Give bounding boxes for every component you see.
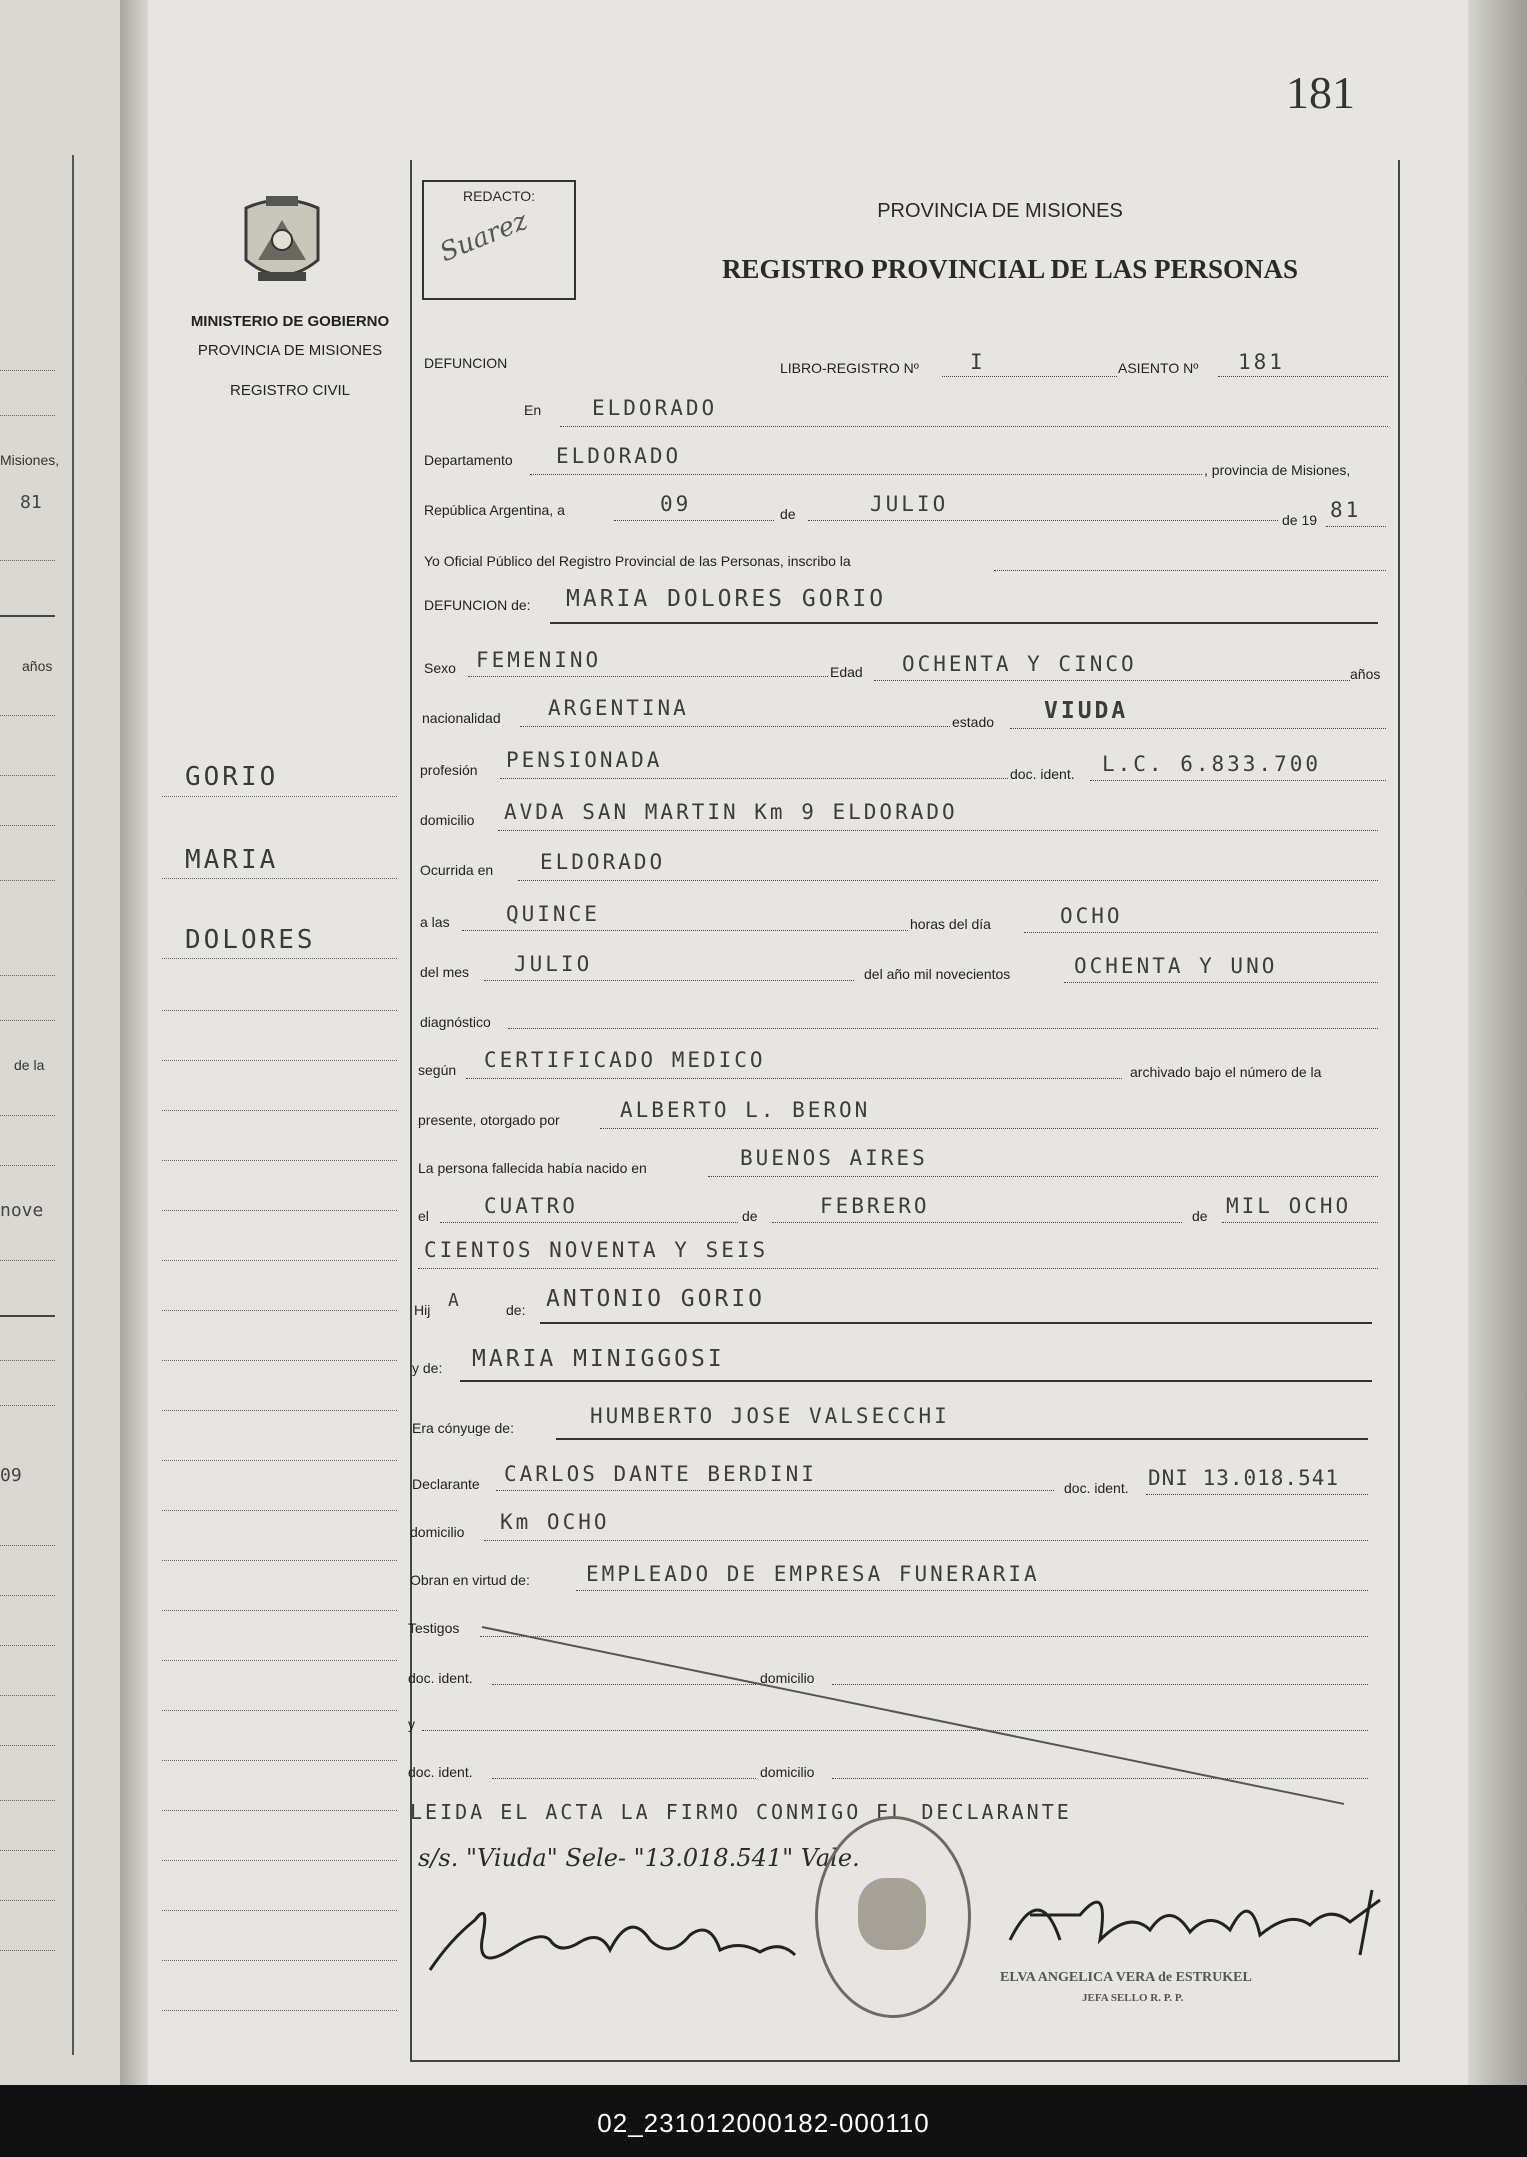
left-fragment: Misiones, bbox=[0, 452, 60, 468]
anos-label: años bbox=[1350, 666, 1381, 682]
margin-line bbox=[162, 796, 397, 797]
page-number: 181 bbox=[1286, 67, 1355, 118]
left-line bbox=[0, 775, 55, 776]
y-de-label: y de: bbox=[412, 1360, 443, 1376]
nacido-value: BUENOS AIRES bbox=[740, 1146, 928, 1170]
departamento-value: ELDORADO bbox=[556, 444, 682, 468]
left-line bbox=[0, 1165, 55, 1166]
de-19-label: de 19 bbox=[1282, 512, 1318, 528]
profesion-label: profesión bbox=[420, 762, 478, 778]
margin-line bbox=[162, 1460, 397, 1461]
presente-label: presente, otorgado por bbox=[418, 1112, 560, 1128]
registry-title: REGISTRO PROVINCIAL DE LAS PERSONAS bbox=[721, 254, 1299, 284]
margin-line bbox=[162, 1210, 397, 1211]
del-ano-label: del año mil novecientos bbox=[864, 966, 1011, 982]
testigos-line bbox=[480, 1636, 1368, 1637]
hij-suffix: A bbox=[448, 1290, 462, 1311]
nacido-label: La persona fallecida había nacido en bbox=[418, 1160, 647, 1176]
padre-line bbox=[540, 1322, 1372, 1324]
left-line bbox=[0, 1645, 55, 1646]
margin-line bbox=[162, 1010, 397, 1011]
horas-label: horas del día bbox=[910, 916, 991, 932]
doc-ident-1: doc. ident. bbox=[408, 1670, 473, 1686]
doc-ident-1-line bbox=[492, 1684, 756, 1685]
libro-label: LIBRO-REGISTRO Nº bbox=[780, 360, 919, 376]
page-edge bbox=[1468, 0, 1527, 2085]
asiento-value: 181 bbox=[1238, 350, 1285, 374]
diagnostico-label: diagnóstico bbox=[420, 1014, 491, 1030]
left-line bbox=[0, 615, 55, 617]
left-line bbox=[0, 880, 55, 881]
declarante-value: CARLOS DANTE BERDINI bbox=[504, 1462, 817, 1486]
margin-line bbox=[162, 1310, 397, 1311]
ano-value: OCHENTA Y UNO bbox=[1074, 954, 1278, 978]
madre-value: MARIA MINIGGOSI bbox=[472, 1346, 725, 1372]
declarante-line bbox=[496, 1490, 1054, 1491]
margin-line bbox=[162, 1510, 397, 1511]
nac-ano-line-2 bbox=[418, 1268, 1378, 1269]
a-las-line bbox=[462, 930, 908, 931]
conyuge-label: Era cónyuge de: bbox=[412, 1420, 514, 1436]
a-las-label: a las bbox=[420, 914, 450, 930]
left-page bbox=[0, 0, 122, 2085]
en-label: En bbox=[524, 402, 542, 418]
republica-label: República Argentina, a bbox=[424, 502, 565, 518]
margin-name-1: MARIA bbox=[185, 845, 279, 875]
margin-line bbox=[162, 1360, 397, 1361]
left-page-rule bbox=[72, 155, 74, 2055]
doc-value: L.C. 6.833.700 bbox=[1102, 752, 1322, 776]
left-line bbox=[0, 370, 55, 371]
estado-value: VIUDA bbox=[1044, 698, 1129, 724]
libro-line bbox=[942, 376, 1117, 377]
ocurrida-line bbox=[518, 880, 1378, 881]
declarante-doc-value: DNI 13.018.541 bbox=[1148, 1466, 1340, 1490]
domicilio-value: AVDA SAN MARTIN Km 9 ELDORADO bbox=[504, 800, 958, 824]
left-line bbox=[0, 1745, 55, 1746]
day-value: 09 bbox=[660, 492, 692, 516]
left-fragment: 09 bbox=[0, 1465, 22, 1486]
declarante-doc-label: doc. ident. bbox=[1064, 1480, 1129, 1496]
margin-line bbox=[162, 1910, 397, 1911]
left-line bbox=[0, 1260, 55, 1261]
asiento-line bbox=[1218, 376, 1388, 377]
de2-label: de bbox=[742, 1208, 758, 1224]
year-value: 81 bbox=[1330, 498, 1362, 522]
margin-line bbox=[162, 1860, 397, 1861]
segun-line bbox=[466, 1078, 1122, 1079]
el-label: el bbox=[418, 1208, 429, 1224]
margin-line bbox=[162, 1260, 397, 1261]
declarant-signature bbox=[420, 1880, 810, 1990]
deceased-line bbox=[550, 622, 1378, 624]
left-line bbox=[0, 415, 55, 416]
deceased-value: MARIA DOLORES GORIO bbox=[566, 586, 887, 612]
day-line bbox=[614, 520, 774, 521]
official-title: JEFA SELLO R. P. P. bbox=[1082, 1992, 1184, 2004]
y-line bbox=[422, 1730, 1368, 1731]
departamento-line bbox=[530, 474, 1202, 475]
en-value: ELDORADO bbox=[592, 396, 718, 420]
official-name: ELVA ANGELICA VERA de ESTRUKEL bbox=[1000, 1970, 1252, 1985]
del-mes-label: del mes bbox=[420, 964, 470, 980]
ocurrida-label: Ocurrida en bbox=[420, 862, 494, 878]
nac-mes-line bbox=[772, 1222, 1182, 1223]
defuncion-de-label: DEFUNCION de: bbox=[424, 597, 531, 613]
mes-line bbox=[484, 980, 854, 981]
obran-line bbox=[576, 1590, 1368, 1591]
testigos-label: Testigos bbox=[408, 1620, 460, 1636]
margin-line bbox=[162, 1610, 397, 1611]
province-title: PROVINCIA DE MISIONES bbox=[877, 200, 1123, 222]
left-line bbox=[0, 1950, 55, 1951]
declarante-doc-line bbox=[1146, 1494, 1368, 1495]
left-fragment: nove bbox=[0, 1200, 44, 1221]
closing-line-1: LEIDA EL ACTA LA FIRMO CONMIGO EL DECLARANTE bbox=[410, 1800, 1072, 1824]
de-label: de bbox=[780, 506, 796, 522]
margin-line bbox=[162, 1660, 397, 1661]
nac-mes-value: FEBRERO bbox=[820, 1194, 930, 1218]
margin-name-2: DOLORES bbox=[185, 925, 316, 955]
ministry-title: MINISTERIO DE GOBIERNO bbox=[190, 313, 390, 330]
left-line bbox=[0, 1360, 55, 1361]
left-line bbox=[0, 715, 55, 716]
ocurrida-value: ELDORADO bbox=[540, 850, 666, 874]
segun-label: según bbox=[418, 1062, 457, 1078]
left-line bbox=[0, 1800, 55, 1801]
sexo-label: Sexo bbox=[424, 660, 456, 676]
ministry-province: PROVINCIA DE MISIONES bbox=[197, 342, 383, 359]
redacto-signature: Suarez bbox=[435, 205, 532, 269]
edad-label: Edad bbox=[830, 664, 863, 680]
de-label-parents: de: bbox=[506, 1302, 526, 1318]
domicilio-1: domicilio bbox=[760, 1670, 815, 1686]
dia-value: OCHO bbox=[1060, 904, 1123, 928]
diagnostico-line bbox=[508, 1028, 1378, 1029]
nacionalidad-value: ARGENTINA bbox=[548, 696, 689, 720]
left-line bbox=[0, 1315, 55, 1317]
doc-line bbox=[1090, 780, 1386, 781]
presente-line bbox=[600, 1128, 1378, 1129]
margin-line bbox=[162, 1560, 397, 1561]
hij-label: Hij bbox=[414, 1302, 431, 1318]
year-line bbox=[1326, 526, 1386, 527]
left-fragment: años bbox=[22, 658, 53, 674]
departamento-label: Departamento bbox=[424, 452, 513, 468]
obran-label: Obran en virtud de: bbox=[410, 1572, 530, 1588]
conyuge-value: HUMBERTO JOSE VALSECCHI bbox=[590, 1404, 950, 1428]
conyuge-line bbox=[556, 1438, 1368, 1440]
redacto-label: REDACTO: bbox=[462, 188, 536, 204]
left-line bbox=[0, 1405, 55, 1406]
de3-label: de bbox=[1192, 1208, 1208, 1224]
decl-domicilio-line bbox=[484, 1540, 1368, 1541]
nac-dia-line bbox=[440, 1222, 738, 1223]
left-line bbox=[0, 1900, 55, 1901]
estado-line bbox=[1010, 728, 1386, 729]
left-line bbox=[0, 1020, 55, 1021]
sexo-line bbox=[468, 676, 828, 677]
left-line bbox=[0, 1595, 55, 1596]
left-line bbox=[0, 975, 55, 976]
profesion-value: PENSIONADA bbox=[506, 748, 663, 772]
domicilio-line bbox=[498, 830, 1378, 831]
margin-line bbox=[162, 1110, 397, 1111]
left-line bbox=[0, 560, 55, 561]
ministry-office: REGISTRO CIVIL bbox=[229, 382, 351, 399]
type-label: DEFUNCION bbox=[424, 355, 508, 371]
left-fragment: de la bbox=[14, 1057, 45, 1073]
book-spine bbox=[120, 0, 148, 2085]
segun-value: CERTIFICADO MEDICO bbox=[484, 1048, 766, 1072]
archivado-label: archivado bajo el número de la bbox=[1130, 1064, 1322, 1080]
left-fragment: 81 bbox=[20, 492, 42, 513]
nacionalidad-line bbox=[520, 726, 950, 727]
edad-line bbox=[874, 680, 1350, 681]
mes-value: JULIO bbox=[514, 952, 593, 976]
nacionalidad-label: nacionalidad bbox=[422, 710, 501, 726]
margin-line bbox=[162, 878, 397, 879]
margin-line bbox=[162, 1710, 397, 1711]
nac-ano-line bbox=[1222, 1222, 1378, 1223]
estado-label: estado bbox=[952, 714, 995, 730]
margin-line bbox=[162, 1760, 397, 1761]
padre-value: ANTONIO GORIO bbox=[546, 1286, 766, 1312]
nac-ano-value-2: CIENTOS NOVENTA Y SEIS bbox=[424, 1238, 769, 1262]
nac-ano-value-1: MIL OCHO bbox=[1226, 1194, 1352, 1218]
doc-ident-2: doc. ident. bbox=[408, 1764, 473, 1780]
margin-line bbox=[162, 1410, 397, 1411]
month-value: JULIO bbox=[870, 492, 949, 516]
left-line bbox=[0, 1115, 55, 1116]
dia-line bbox=[1024, 932, 1378, 933]
official-signature bbox=[1000, 1870, 1390, 1960]
image-caption: 02_231012000182-000110 bbox=[597, 2108, 930, 2138]
domicilio-2: domicilio bbox=[760, 1764, 815, 1780]
domicilio-2-line bbox=[832, 1778, 1368, 1779]
edad-value: OCHENTA Y CINCO bbox=[902, 652, 1137, 676]
declarante-label: Declarante bbox=[412, 1476, 480, 1492]
doc-label: doc. ident. bbox=[1010, 766, 1075, 782]
domicilio-1-line bbox=[832, 1684, 1368, 1685]
nac-dia-value: CUATRO bbox=[484, 1194, 578, 1218]
sexo-value: FEMENINO bbox=[476, 648, 602, 672]
yo-oficial-text: Yo Oficial Público del Registro Provincial de las Personas, inscribo la bbox=[424, 553, 851, 569]
nacido-line bbox=[708, 1176, 1378, 1177]
profesion-line bbox=[500, 778, 1008, 779]
decl-domicilio-value: Km OCHO bbox=[500, 1510, 610, 1534]
margin-line bbox=[162, 2010, 397, 2011]
margin-surname: GORIO bbox=[185, 762, 279, 792]
left-line bbox=[0, 1695, 55, 1696]
margin-line bbox=[162, 1810, 397, 1811]
en-line bbox=[560, 426, 1388, 427]
libro-value: I bbox=[970, 350, 986, 374]
month-line bbox=[808, 520, 1278, 521]
margin-line bbox=[162, 1160, 397, 1161]
left-line bbox=[0, 825, 55, 826]
a-las-value: QUINCE bbox=[506, 902, 600, 926]
domicilio-label: domicilio bbox=[420, 812, 475, 828]
margin-line bbox=[162, 958, 397, 959]
stamp-emblem-icon bbox=[858, 1878, 926, 1950]
closing-line-2: s/s. "Viuda" Sele- "13.018.541" Vale. bbox=[418, 1844, 860, 1872]
asiento-label: ASIENTO Nº bbox=[1118, 360, 1199, 376]
ano-line bbox=[1064, 982, 1378, 983]
doc-ident-2-line bbox=[492, 1778, 756, 1779]
obran-value: EMPLEADO DE EMPRESA FUNERARIA bbox=[586, 1562, 1040, 1586]
left-line bbox=[0, 1545, 55, 1546]
redacto-box bbox=[422, 180, 576, 300]
margin-line bbox=[162, 1060, 397, 1061]
y-label: y bbox=[408, 1716, 415, 1732]
yo-oficial-line bbox=[994, 570, 1386, 571]
madre-line bbox=[460, 1380, 1372, 1382]
coat-of-arms-icon bbox=[236, 190, 328, 292]
left-line bbox=[0, 1850, 55, 1851]
presente-value: ALBERTO L. BERON bbox=[620, 1098, 871, 1122]
decl-domicilio-label: domicilio bbox=[410, 1524, 465, 1540]
margin-line bbox=[162, 1960, 397, 1961]
provincia-suffix: , provincia de Misiones, bbox=[1204, 462, 1351, 478]
